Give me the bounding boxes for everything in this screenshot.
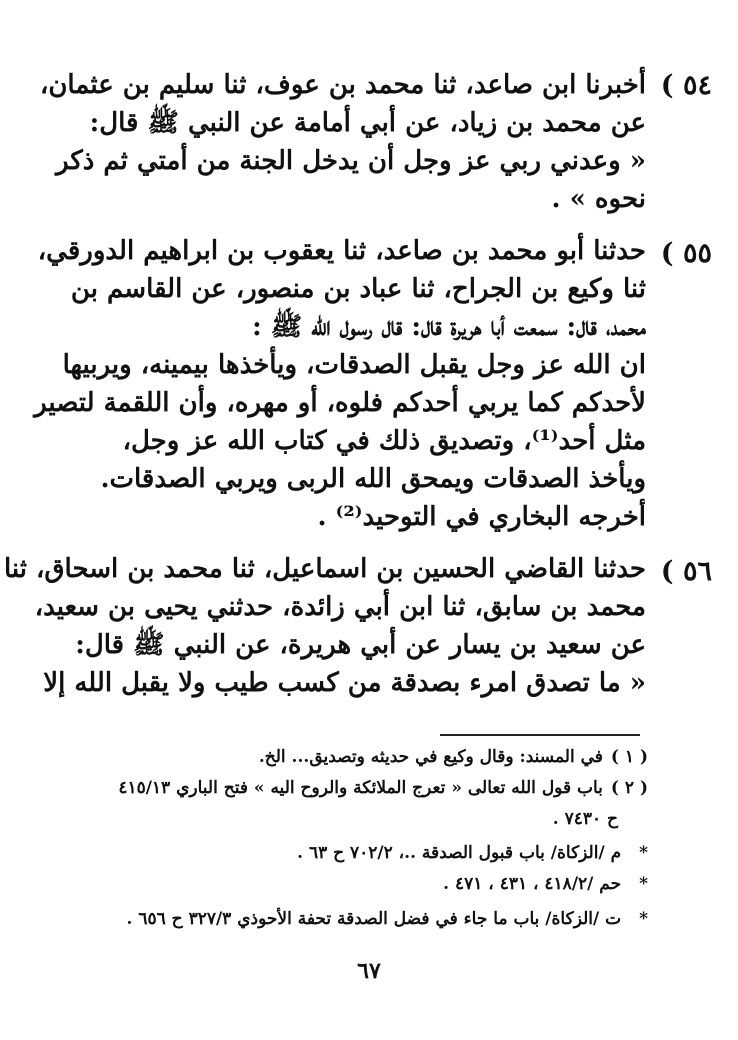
reference-item: [88, 906, 648, 933]
text-line: محمد بن سابق، ثنا ابن أبي زائدة، حدثني يحيى بن سعيد،: [34, 592, 646, 622]
page-number: ٦٧: [357, 958, 381, 984]
reference-text: م /الزكاة/ باب قبول الصدقة ..، ٧٠٢/٢ ح ٦٣ .: [297, 843, 622, 863]
text-line: حدثنا القاضي الحسين بن اسماعيل، ثنا محمد بن اسحاق، ثنا: [3, 554, 646, 584]
footnote-divider: [440, 734, 640, 736]
footnote-text: باب قول الله تعالى « تعرج الملائكة والروح اليه » فتح الباري ٤١٥/١٣: [118, 778, 603, 798]
text-line: نحوه » .: [551, 184, 646, 214]
footnote: [88, 744, 648, 771]
hadith-entry: [39, 66, 646, 218]
text-line: ثنا وكيع بن الجراح، ثنا عباد بن منصور، عن القاسم بن: [70, 274, 646, 304]
text-line: عن سعيد بن يسار عن أبي هريرة، عن النبي ﷺ قال:: [75, 630, 646, 660]
asterisk-icon: *: [639, 874, 648, 894]
text-line: محمد، قال: سمعت أبا هريرة قال: قال رسول الله ﷺ :: [252, 312, 646, 342]
footnote-marker: ( ١ ): [610, 747, 648, 767]
reference-item: [88, 871, 648, 898]
asterisk-icon: *: [639, 909, 648, 929]
footnote-marker: ( ٢ ): [610, 778, 648, 798]
footnote-text: في المسند: وقال وكيع في حديثه وتصديق... الخ.: [258, 747, 603, 767]
text-line: ان الله عز وجل يقبل الصدقات، ويأخذها بيمينه، ويربيها: [62, 350, 646, 380]
footnote-continuation: [58, 806, 618, 833]
reference-item: [88, 840, 648, 867]
hadith-number: ٥٥ ): [660, 238, 712, 269]
hadith-entry: [3, 550, 646, 702]
text-line: « ما تصدق امرء بصدقة من كسب طيب ولا يقبل الله إلا: [43, 668, 646, 698]
footnote: [88, 775, 648, 802]
footnote-text: ح ٧٤٣٠ .: [552, 809, 618, 829]
text-line: « وعدني ربي عز وجل أن يدخل الجنة من أمتي ثم ذكر: [56, 146, 646, 176]
hadith-number: ٥٤ ): [660, 70, 712, 101]
hadith-entry: [34, 232, 646, 536]
asterisk-icon: *: [639, 843, 648, 863]
text-line: لأحدكم كما يربي أحدكم فلوه، أو مهره، وأن اللقمة لتصير: [34, 388, 646, 418]
text-line: حدثنا أبو محمد بن صاعد، ثنا يعقوب بن ابراهيم الدورقي،: [37, 236, 646, 266]
text-line: ويأخذ الصدقات ويمحق الله الربى ويربي الصدقات.: [100, 464, 646, 494]
hadith-number: ٥٦ ): [660, 556, 712, 587]
text-line: أخبرنا ابن صاعد، ثنا محمد بن عوف، ثنا سليم بن عثمان،: [39, 70, 646, 100]
reference-text: ت /الزكاة/ باب ما جاء في فضل الصدقة تحفة الأحوذي ٣٢٧/٣ ح ٦٥٦ .: [126, 909, 622, 929]
text-line: أخرجه البخاري في التوحيد⁽²⁾ .: [317, 502, 646, 532]
text-line: مثل أحد⁽¹⁾، وتصديق ذلك في كتاب الله عز وجل،: [122, 426, 646, 456]
reference-text: حم /٤١٨/٢ ، ٤٣١ ، ٤٧١ .: [443, 874, 622, 894]
text-line: عن محمد بن زياد، عن أبي أمامة عن النبي ﷺ قال:: [89, 108, 646, 138]
